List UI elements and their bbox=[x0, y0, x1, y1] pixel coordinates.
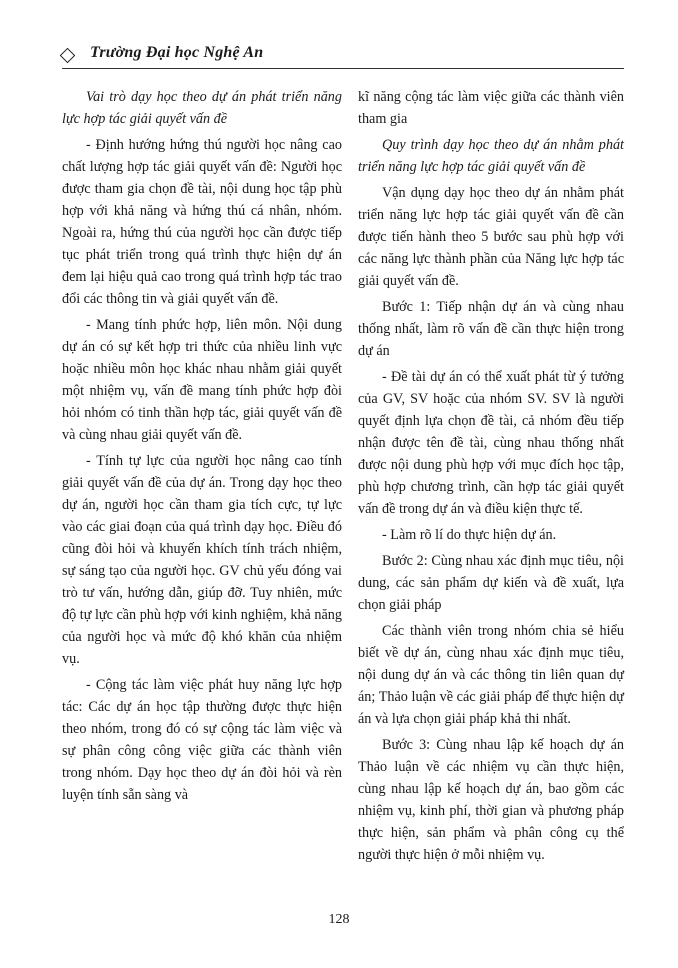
paragraph: Vận dụng dạy học theo dự án nhằm phát triển năng lực hợp tác giải quyết vấn đề cần được tiến hành theo 5 bước sau phù hợp với các năng lực thành phần của Năng lực hợp tác giải quyết vấn đề. bbox=[358, 185, 624, 289]
page-number: 128 bbox=[328, 912, 350, 927]
diamond-icon bbox=[60, 48, 76, 64]
step-heading: Bước 2: Cùng nhau xác định mục tiêu, nội dung, các sản phẩm dự kiến và đề xuất, lựa chọn giải pháp bbox=[358, 553, 624, 613]
running-header bbox=[62, 44, 624, 69]
paragraph: - Đề tài dự án có thể xuất phát từ ý tưởng của GV, SV hoặc của nhóm SV. SV là người quyết định lựa chọn đề tài, cả nhóm đều tiếp nhận được tên đề tài, cùng nhau thống nhất được nội dung phù hợp với mục đích học tập, phù hợp chương trình, cần hợp tác giải quyết vấn đề trong dự án và điều kiện thực tế. bbox=[358, 369, 624, 517]
section-heading: Quy trình dạy học theo dự án nhằm phát triển năng lực hợp tác giải quyết vấn đề bbox=[358, 137, 624, 175]
right-column bbox=[358, 86, 624, 866]
paragraph: - Cộng tác làm việc phát huy năng lực hợp tác: Các dự án học tập thường được thực hiện theo nhóm, trong đó có sự cộng tác làm việc và sự phân công công việc giữa các thành viên trong nhóm. Dạy học theo dự án đòi hỏi và rèn luyện tính sẵn sàng và bbox=[62, 677, 342, 803]
paragraph: - Định hướng hứng thú người học nâng cao chất lượng hợp tác giải quyết vấn đề: Người học được tham gia chọn đề tài, nội dung học tập phù hợp với khả năng và hứng thú cá nhân, nhóm. Ngoài ra, hứng thú của người học cần được tiếp tục phát triển trong quá trình thực hiện dự án đem lại hiệu quả cao trong quá trình hợp tác trao đổi các thông tin và giải quyết vấn đề. bbox=[62, 137, 342, 307]
paragraph: - Mang tính phức hợp, liên môn. Nội dung dự án có sự kết hợp tri thức của nhiều linh vực hoặc nhiều môn học khác nhau nhằm giải quyết một nhiệm vụ, vấn đề mang tính phức hợp đòi hỏi nhóm có tinh thần hợp tác, giải quyết vấn đề và cùng nhau giải quyết vấn đề. bbox=[62, 317, 342, 443]
paragraph-continuation: kĩ năng cộng tác làm việc giữa các thành viên tham gia bbox=[358, 89, 624, 127]
left-column bbox=[62, 86, 342, 806]
paragraph: - Tính tự lực của người học nâng cao tính giải quyết vấn đề của dự án. Trong dạy học theo dự án, người học cần tham gia tích cực, tự lực vào các giai đoạn của quá trình dạy học. Điều đó cũng đòi hỏi và khuyến khích tính trách nhiệm, sự sáng tạo của người học. GV chủ yếu đóng vai trò tư vấn, hướng dẫn, giúp đỡ. Tuy nhiên, mức độ tự lực cần phù hợp với kinh nghiệm, khả năng của người học và mức độ khó khăn của nhiệm vụ. bbox=[62, 453, 342, 667]
paragraph: Các thành viên trong nhóm chia sẻ hiểu biết về dự án, cùng nhau xác định mục tiêu, nội dung dự án và các thông tin liên quan dự án; Thảo luận về các giải pháp để thực hiện dự án và lựa chọn giải pháp khả thi nhất. bbox=[358, 623, 624, 727]
section-heading: Vai trò dạy học theo dự án phát triển năng lực hợp tác giải quyết vấn đề bbox=[62, 89, 342, 127]
journal-title: Trường Đại học Nghệ An bbox=[90, 44, 264, 61]
paragraph: - Làm rõ lí do thực hiện dự án. bbox=[382, 527, 557, 543]
step-heading: Bước 3: Cùng nhau lập kế hoạch dự án Thảo luận về các nhiệm vụ cần thực hiện, cùng nhau lập kế hoạch dự án, bao gồm các nhiệm vụ, kinh phí, thời gian và phương pháp thực hiện, sản phẩm và phân công cụ thể người thực hiện ở mỗi nhiệm vụ. bbox=[358, 737, 624, 863]
step-heading: Bước 1: Tiếp nhận dự án và cùng nhau thống nhất, làm rõ vấn đề cần thực hiện trong dự án bbox=[358, 299, 624, 359]
